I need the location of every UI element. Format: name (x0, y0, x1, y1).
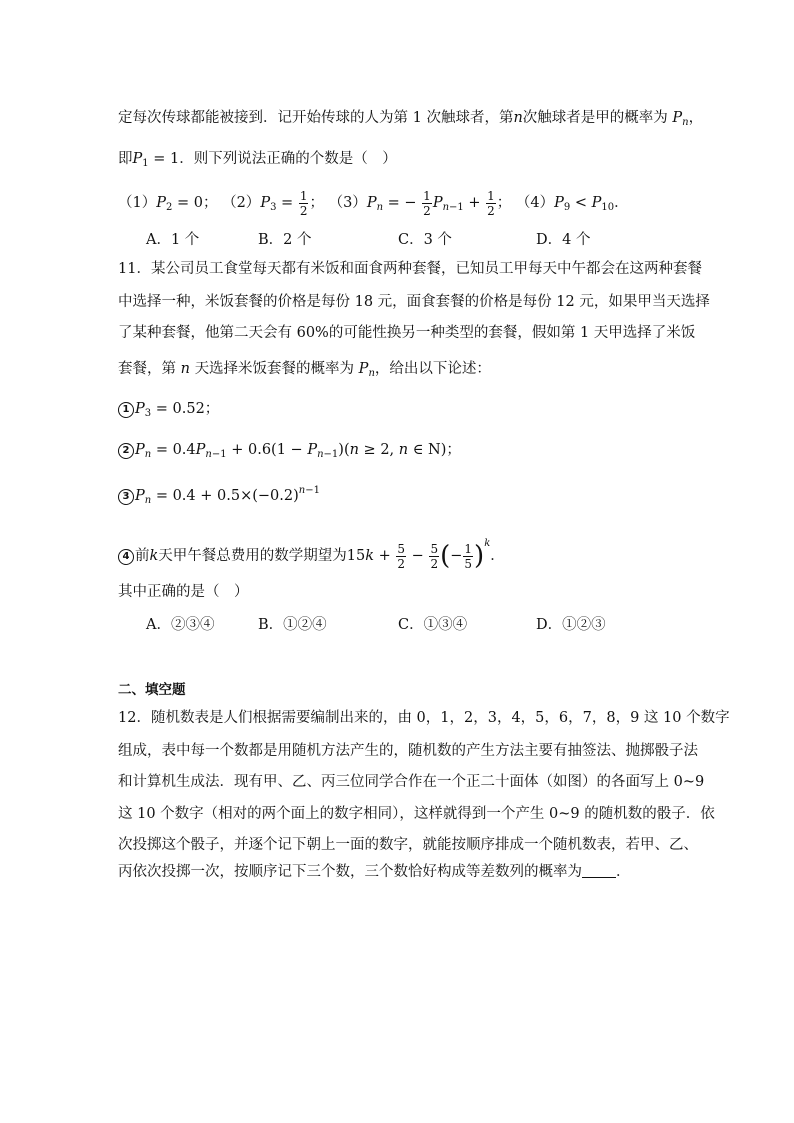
q10-text-1b: 次触球者是甲的概率为 (522, 110, 668, 126)
stmt-label-1: （1） (118, 195, 157, 211)
q10-text-2a: 即 (118, 151, 133, 167)
q11-option-d: D．①②③ (536, 617, 606, 633)
q11-item4-text-b: 天甲午餐总费用的数学期望为 (158, 548, 347, 564)
q11-text-4c: ，给出以下论述： (374, 361, 491, 377)
q12-line-6 (118, 862, 631, 882)
q11-item-3: 3 $P_n = 0.4 + 0.5\times(-0.2)^{n-1}$ (118, 481, 320, 511)
stmt-label-2: （2） (222, 195, 261, 211)
q11-text-4a: 套餐，第 (118, 361, 176, 377)
q11-option-a: A．②③④ (146, 617, 215, 633)
stmt-label-3: （3） (328, 195, 367, 211)
q11-option-c: C．①③④ (398, 617, 468, 633)
q10-line-2: 即$P_1 = 1$．则下列说法正确的个数是（ ） (118, 151, 397, 169)
answer-blank[interactable] (582, 863, 616, 878)
q12-line-4: 这 10 个数字（相对的两个面上的数字相同），这样就得到一个产生 0~9 的随机数的骰子．依 (118, 806, 715, 822)
q11-line-3: 了某种套餐，他第二天会有 60%的可能性换另一种类型的套餐，假如第 1 天甲选择了米饭 (118, 325, 696, 341)
q11-text-4b: 天选择米饭套餐的概率为 (194, 361, 355, 377)
q10-option-b: B．2 个 (258, 232, 312, 248)
q10-option-a: A．1 个 (146, 232, 200, 248)
circled-1-icon: 1 (118, 402, 134, 418)
q11-line-4: 套餐，第 n 天选择米饭套餐的概率为 $P_n$，给出以下论述： (118, 361, 491, 379)
q10-text-1: 定每次传球都能被接到．记开始传球的人为第 1 次触球者，第 (118, 110, 514, 126)
circled-3-icon: 3 (118, 489, 134, 505)
q11-item4-text-a: 前 (135, 548, 150, 564)
q10-text-2b: ．则下列说法正确的个数是（ ） (179, 151, 397, 167)
section-title-fill-in: 二、填空题 (118, 682, 186, 698)
q12-line-1: 12．随机数表是人们根据需要编制出来的，由 0，1，2，3，4，5，6，7，8，9 这 10 个数字 (118, 710, 730, 726)
q12-line-2: 组成，表中每一个数都是用随机方法产生的，随机数的产生方法主要有抽签法、抛掷骰子法 (118, 743, 698, 759)
q10-statements: $(1)P_2 = 0$； $(2)P_3$ = $\frac{1}{2}$ ； $(3)P_n$ = − $\frac{1}{2}$ $P_{n-1}$ + $\frac{1}{2}$ ； $(4)P_9 < P_{10}$． (118, 188, 629, 218)
q11-option-b: B．①②④ (258, 617, 327, 633)
q10-line-1: 定每次传球都能被接到．记开始传球的人为第 1 次触球者，第n次触球者是甲的概率为 $P_n$， (118, 110, 704, 128)
q11-item-2: 2 $P_n = 0.4P_{n-1} + 0.6(1 - P_{n-1})(n \ge 2$, n ∈ N)； (118, 440, 461, 465)
q11-line-1: 11．某公司员工食堂每天都有米饭和面食两种套餐，已知员工甲每天中午都会在这两种套餐 (118, 261, 702, 277)
q11-question: 其中正确的是（ ） (118, 584, 249, 600)
q11-line-2: 中选择一种，米饭套餐的价格是每份 18 元，面食套餐的价格是每份 12 元，如果甲当天选择 (118, 294, 710, 310)
q12-line-3: 和计算机生成法．现有甲、乙、丙三位同学合作在一个正二十面体（如图）的各面写上 0~9 (118, 774, 705, 790)
q11-item-4: 4 前k天甲午餐总费用的数学期望为15k + $\frac{5}{2}$ − $\frac{5}{2}$ (− $\frac{1}{5}$ )$^k$． (118, 528, 505, 572)
q12-text-last: 丙依次投掷一次，按顺序记下三个数，三个数恰好构成等差数列的概率为 (118, 864, 582, 880)
q11-item-1: 1 $P_3 = 0.52$； (118, 399, 219, 424)
stmt-label-4: （4） (515, 195, 555, 211)
q10-option-c: C．3 个 (398, 232, 452, 248)
circled-4-icon: 4 (118, 549, 134, 565)
q10-option-d: D．4 个 (536, 232, 591, 248)
circled-2-icon: 2 (118, 443, 134, 459)
q12-end-punct: ． (616, 864, 631, 880)
q12-line-5: 次投掷这个骰子，并逐个记下朝上一面的数字，就能按顺序排成一个随机数表，若甲、乙、 (118, 837, 698, 853)
